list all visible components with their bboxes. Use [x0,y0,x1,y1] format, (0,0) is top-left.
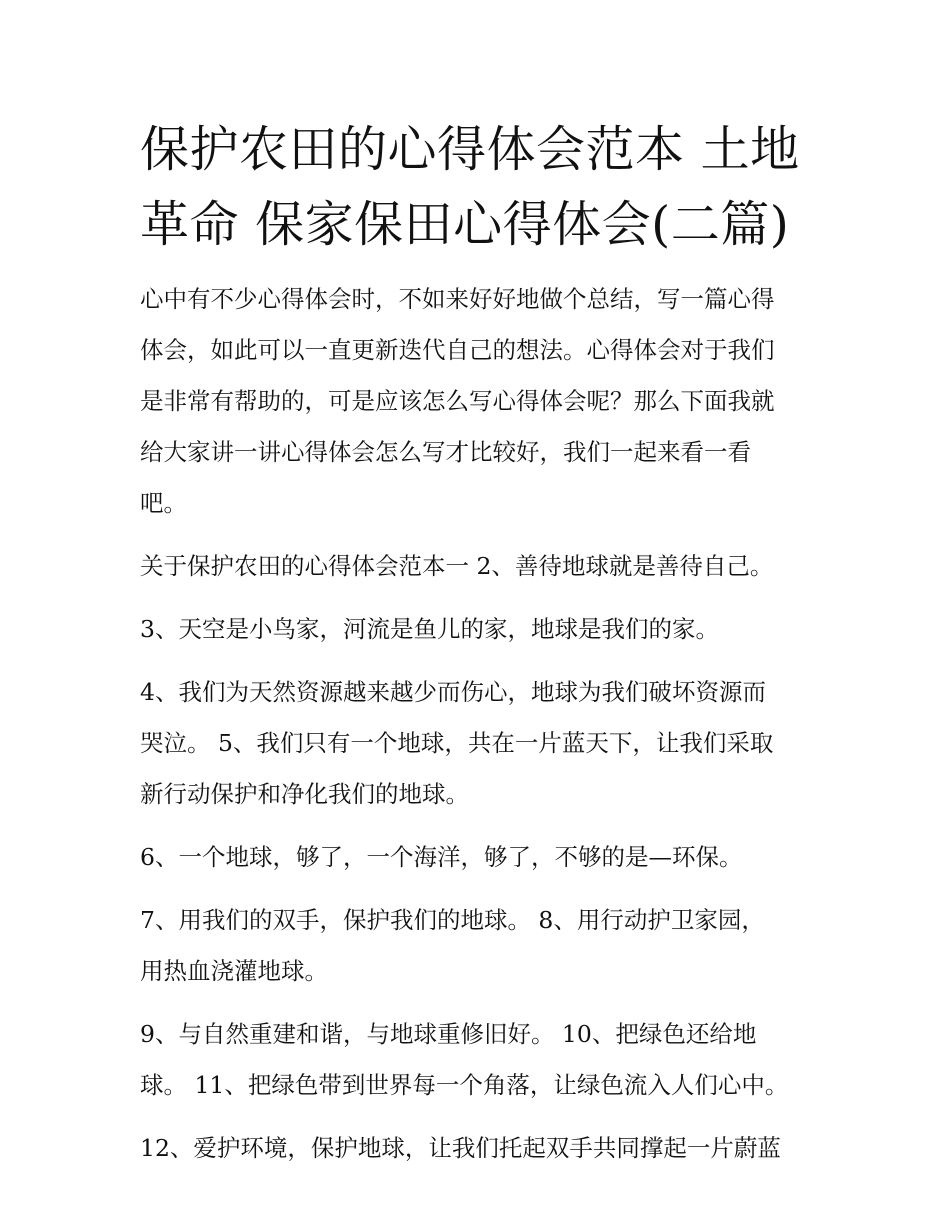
paragraph-line: 6、一个地球，够了，一个海洋，够了，不够的是—环保。 [140,843,743,871]
paragraph-line: 12、爱护环境，保护地球，让我们托起双手共同撑起一片蔚蓝 [140,1134,781,1162]
document-page [140,112,820,1174]
paragraph-line: 心中有不少心得体会时，不如来好好地做个总结，写一篇心得 [140,285,775,313]
slogan-paragraph [140,1009,820,1111]
paragraph-line: 3、天空是小鸟家，河流是鱼儿的家，地球是我们的家。 [140,615,719,643]
title-line: 保护农田的心得体会范本 土地 [140,121,800,178]
paragraph-line: 吧。 [140,489,187,517]
paragraph-line: 球。 11、把绿色带到世界每一个角落，让绿色流入人们心中。 [140,1071,789,1099]
slogan-paragraph [140,832,820,883]
paragraph-line: 体会，如此可以一直更新迭代自己的想法。心得体会对于我们 [140,336,775,364]
paragraph-line: 给大家讲一讲心得体会怎么写才比较好，我们一起来看一看 [140,438,751,466]
slogan-paragraph [140,604,820,655]
slogan-paragraph [140,895,820,997]
document-title [140,112,820,262]
paragraph-line: 哭泣。 5、我们只有一个地球，共在一片蓝天下，让我们采取 [140,729,774,757]
paragraph-line: 9、与自然重建和谐，与地球重修旧好。 10、把绿色还给地 [140,1020,757,1048]
slogan-paragraph [140,541,820,592]
paragraph-line: 7、用我们的双手，保护我们的地球。 8、用行动护卫家园， [140,906,765,934]
slogan-paragraph [140,1123,820,1174]
intro-paragraph [140,274,820,529]
slogan-paragraph [140,667,820,820]
title-line: 革命 保家保田心得体会(二篇) [140,196,790,253]
paragraph-line: 用热血浇灌地球。 [140,957,328,985]
paragraph-line: 是非常有帮助的，可是应该怎么写心得体会呢？那么下面我就 [140,387,775,415]
paragraph-line: 4、我们为天然资源越来越少而伤心，地球为我们破坏资源而 [140,678,766,706]
paragraph-line: 新行动保护和净化我们的地球。 [140,780,469,808]
paragraph-line: 关于保护农田的心得体会范本一 2、善待地球就是善待自己。 [140,552,774,580]
